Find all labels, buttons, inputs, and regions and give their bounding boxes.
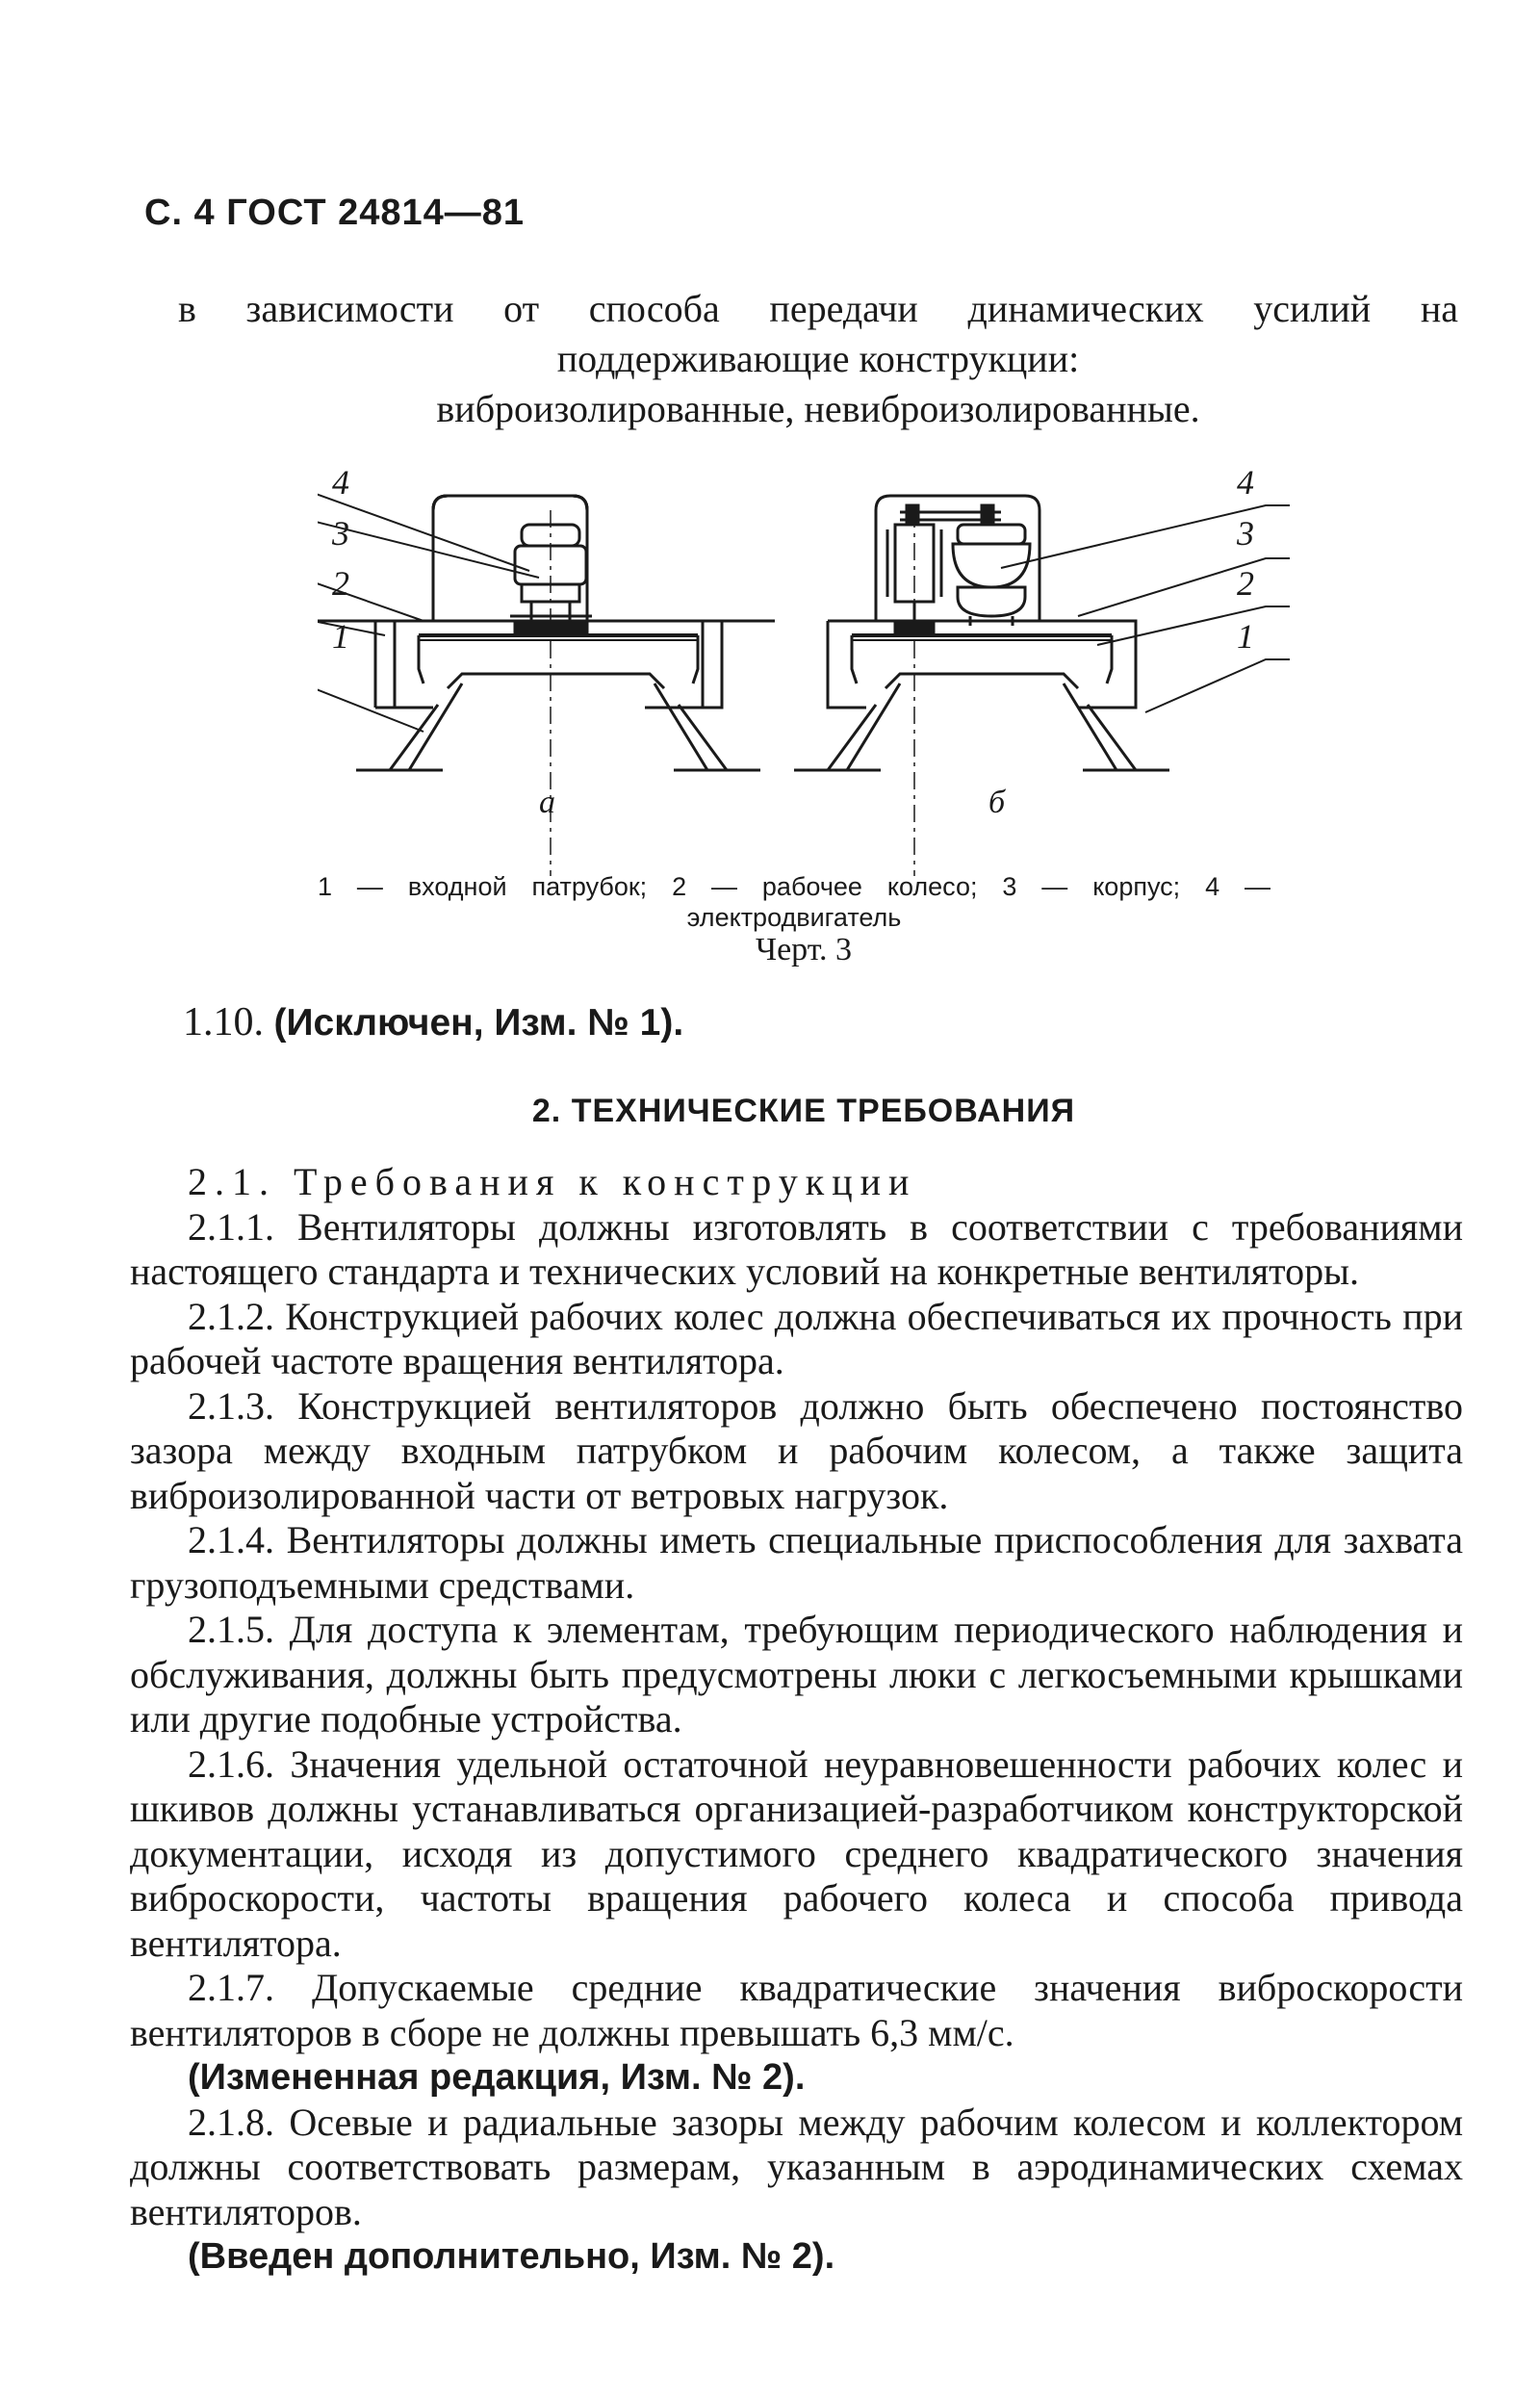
intro-line-3: виброизолированные, невиброизолированные.	[436, 387, 1200, 430]
label-a-3: 3	[332, 514, 349, 553]
clause-2-1-4: 2.1.4. Вентиляторы должны иметь специальные приспособления для захвата грузоподъемными средствами.	[130, 1518, 1463, 1607]
clause-1-10-text: (Исключен, Изм. № 1).	[273, 1002, 684, 1044]
legend-line-2: электродвигатель	[686, 903, 902, 932]
figure-number: Черт. 3	[755, 932, 853, 967]
intro-line-1: в зависимости от способа передачи динамических усилий на	[178, 287, 1458, 330]
clause-1-10-number: 1.10.	[183, 1000, 264, 1044]
section-body	[130, 1160, 1463, 2280]
label-a-2: 2	[332, 564, 349, 603]
section-title: 2. ТЕХНИЧЕСКИЕ ТРЕБОВАНИЯ	[531, 1093, 1076, 1129]
clause-2-1-6: 2.1.6. Значения удельной остаточной неуравновешенности рабочих колес и шкивов должны устанавливаться организацией-разработчиком конструкторской документации, исходя из допустимого среднего квадратического значения виброскорости, частоты вращения рабочего колеса и способа привода вентилятора.	[130, 1741, 1463, 1965]
figure-leaders	[318, 452, 1290, 934]
label-b-2: 2	[1237, 564, 1254, 603]
label-b-3: 3	[1237, 514, 1254, 553]
amendment-note-2: (Введен дополнительно, Изм. № 2).	[188, 2236, 835, 2277]
page-header: С. 4 ГОСТ 24814—81	[144, 193, 526, 233]
clause-2-1-5: 2.1.5. Для доступа к элементам, требующим периодического наблюдения и обслуживания, должны быть предусмотрены люки с легкосъемными крышками или другие подобные устройства.	[130, 1608, 1463, 1740]
intro-paragraph	[178, 284, 1458, 434]
clause-2-1-7: 2.1.7. Допускаемые средние квадратические значения виброскорости вентиляторов в сборе не должны превышать 6,3 мм/с.	[130, 1966, 1463, 2054]
clause-2-1-2: 2.1.2. Конструкцией рабочих колес должна обеспечиваться их прочность при рабочей частоте вращения вентилятора.	[130, 1294, 1463, 1382]
figure-legend	[318, 871, 1270, 933]
amendment-note-1: (Измененная редакция, Изм. № 2).	[188, 2057, 806, 2098]
clause-2-1-3: 2.1.3. Конструкцией вентиляторов должно быть обеспечено постоянство зазора между входным патрубком и рабочим колесом, а также защита виброизолированной части от ветровых нагрузок.	[130, 1383, 1463, 1517]
label-a-4: 4	[332, 463, 349, 502]
label-a-1: 1	[332, 617, 349, 656]
label-b-1: 1	[1237, 617, 1254, 656]
sublabel-b: б	[988, 785, 1006, 820]
clause-2-1-8: 2.1.8. Осевые и радиальные зазоры между рабочим колесом и коллектором должны соответствовать размерам, указанным в аэродинамических схемах вентиляторов.	[130, 2100, 1463, 2233]
sublabel-a: а	[539, 785, 555, 820]
intro-line-2: поддерживающие конструкции:	[556, 337, 1080, 380]
clause-2-1: 2.1. Требования к конструкции	[188, 1160, 917, 1203]
clause-2-1-1: 2.1.1. Вентиляторы должны изготовлять в соответствии с требованиями настоящего стандарта и технических условий на конкретные вентиляторы.	[130, 1204, 1463, 1293]
clause-1-10	[183, 999, 683, 1045]
label-b-4: 4	[1237, 463, 1254, 502]
legend-line-1: 1 — входной патрубок; 2 — рабочее колесо; 3 — корпус; 4 —	[318, 872, 1270, 901]
